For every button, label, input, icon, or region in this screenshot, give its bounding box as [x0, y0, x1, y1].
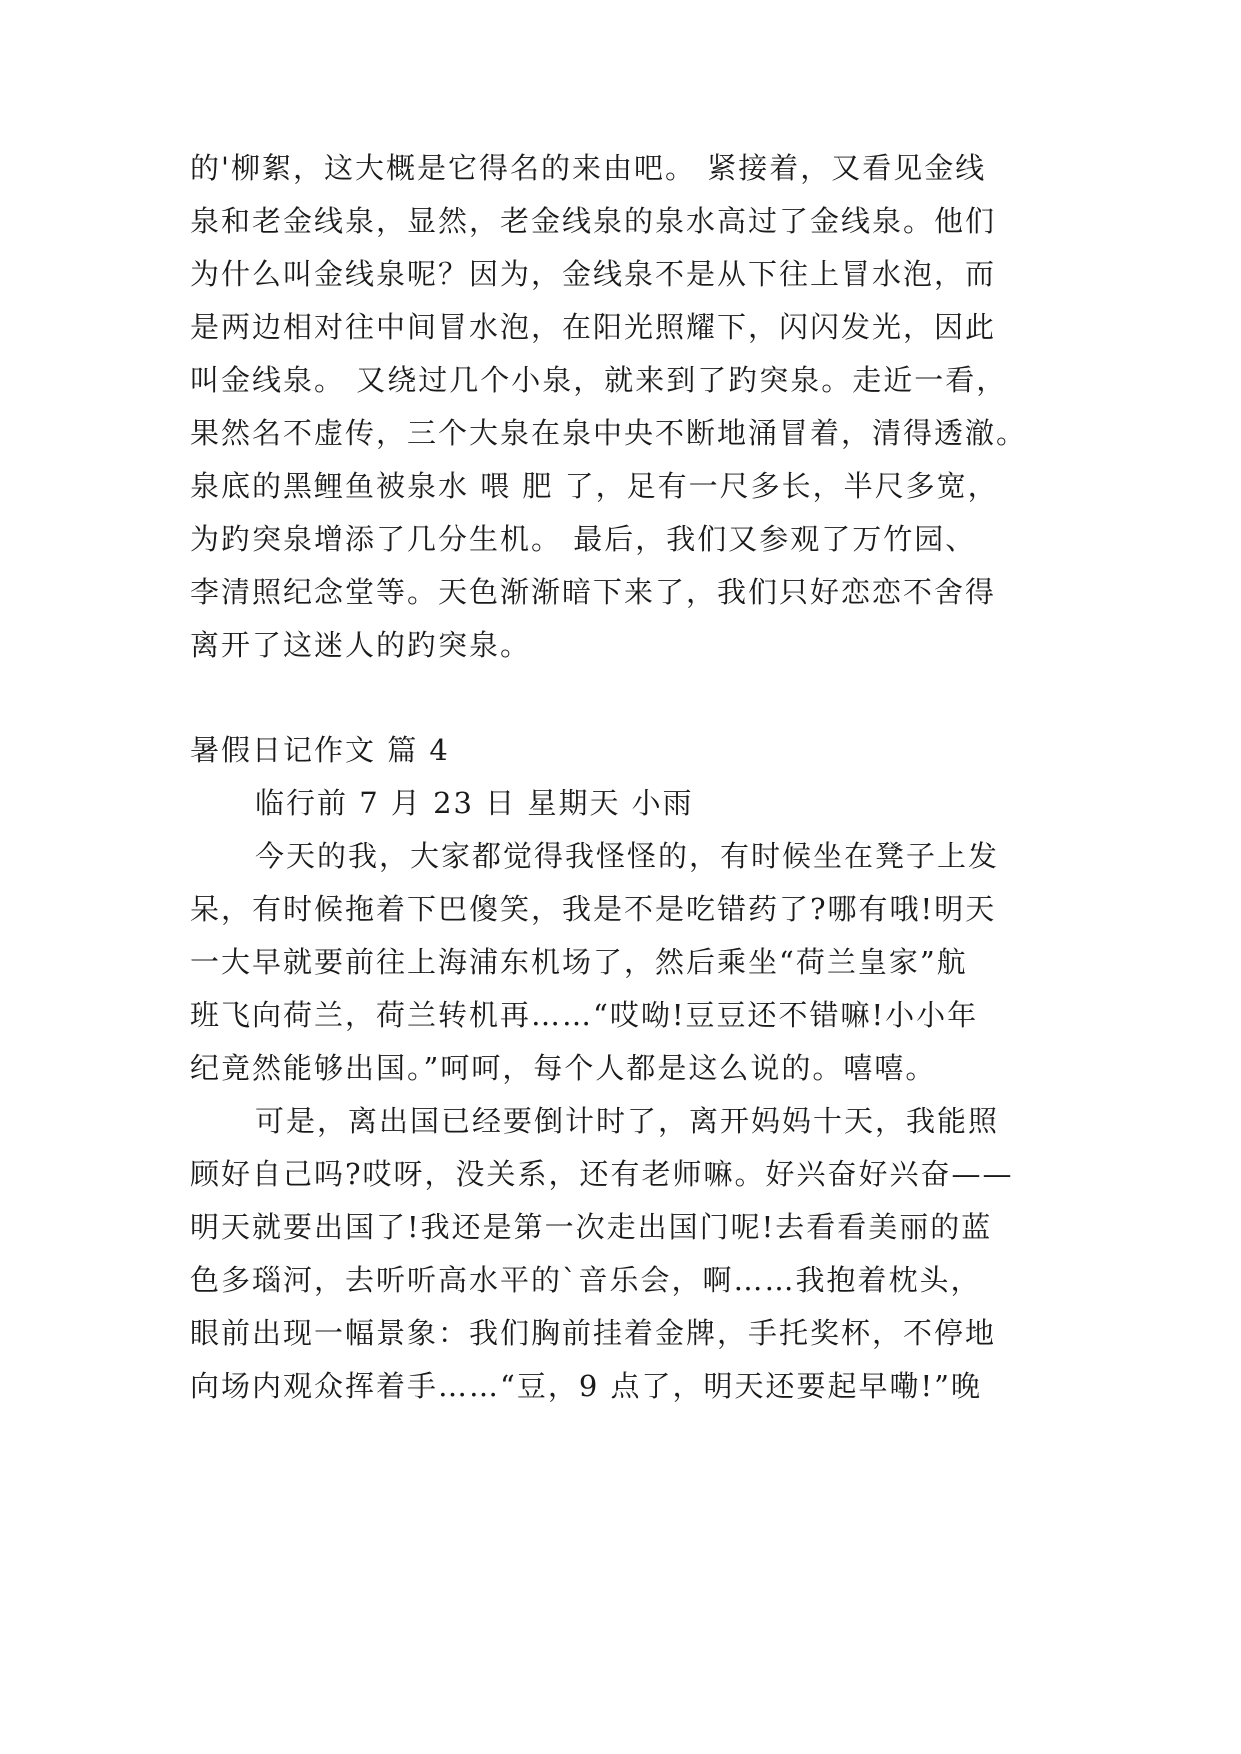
text-line: 色多瑙河，去听听高水平的`音乐会，啊……我抱着枕头， — [190, 1263, 982, 1297]
text-line: 眼前出现一幅景象：我们胸前挂着金牌，手托奖杯，不停地 — [190, 1316, 997, 1350]
text-line: 今天的我，大家都觉得我怪怪的，有时候坐在凳子上发 — [255, 839, 1000, 873]
text-line: 呆，有时候拖着下巴傻笑，我是不是吃错药了?哪有哦!明天 — [190, 892, 997, 926]
text-line: 为什么叫金线泉呢？因为，金线泉不是从下往上冒水泡，而 — [190, 257, 997, 291]
text-line: 明天就要出国了!我还是第一次走出国门呢!去看看美丽的蓝 — [190, 1210, 993, 1244]
text-line: 果然名不虚传，三个大泉在泉中央不断地涌冒着，清得透澈。 — [190, 416, 1028, 450]
text-line: 是两边相对往中间冒水泡，在阳光照耀下，闪闪发光，因此 — [190, 310, 997, 344]
text-line: 纪竟然能够出国。”呵呵，每个人都是这么说的。嘻嘻。 — [190, 1051, 937, 1085]
diary-date-line: 临行前 7 月 23 日 星期天 小雨 — [255, 786, 694, 820]
text-line: 一大早就要前往上海浦东机场了，然后乘坐“荷兰皇家”航 — [190, 945, 968, 979]
text-line: 李清照纪念堂等。天色渐渐暗下来了，我们只好恋恋不舍得 — [190, 575, 997, 609]
text-line: 叫金线泉。 又绕过几个小泉，就来到了趵突泉。走近一看， — [190, 363, 1008, 397]
text-line: 泉底的黑鲤鱼被泉水 喂 肥 了，足有一尺多长，半尺多宽， — [190, 469, 999, 503]
text-line: 可是，离出国已经要倒计时了，离开妈妈十天，我能照 — [255, 1104, 1000, 1138]
section-heading: 暑假日记作文 篇 4 — [190, 733, 450, 767]
text-line: 向场内观众挥着手……“豆，9 点了，明天还要起早嘞!”晚 — [190, 1369, 982, 1403]
text-line: 离开了这迷人的趵突泉。 — [190, 628, 532, 662]
text-line: 泉和老金线泉，显然，老金线泉的泉水高过了金线泉。他们 — [190, 204, 997, 238]
text-line: 班飞向荷兰，荷兰转机再……“哎呦!豆豆还不错嘛!小小年 — [190, 998, 979, 1032]
text-line: 顾好自己吗?哎呀，没关系，还有老师嘛。好兴奋好兴奋—— — [190, 1157, 1014, 1191]
text-line: 为趵突泉增添了几分生机。 最后，我们又参观了万竹园、 — [190, 522, 977, 556]
text-line: 的'柳絮，这大概是它得名的来由吧。 紧接着，又看见金线 — [190, 151, 987, 185]
